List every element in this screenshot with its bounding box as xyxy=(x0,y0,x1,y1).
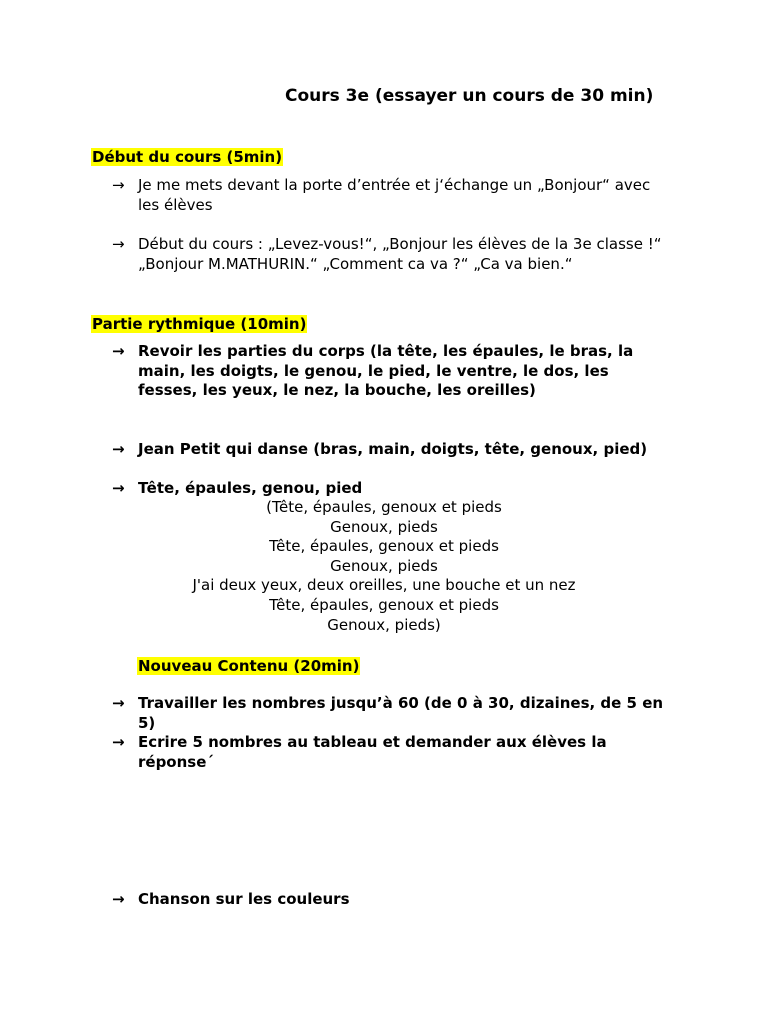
song-line: (Tête, épaules, genoux et pieds xyxy=(266,498,502,516)
arrow-icon: → xyxy=(112,479,125,497)
section-heading-nouveau-contenu xyxy=(137,656,360,675)
list-item-text: Je me mets devant la porte d’entrée et j‘échange un „Bonjour“ avec les élèves xyxy=(138,176,651,214)
list-item xyxy=(112,440,672,460)
song-line: Genoux, pieds) xyxy=(327,615,441,634)
list-item-text: Tête, épaules, genou, pied xyxy=(138,479,363,497)
list-item-text: Chanson sur les couleurs xyxy=(138,890,350,908)
list-item xyxy=(112,176,672,215)
section-heading-debut xyxy=(91,147,283,166)
arrow-icon: → xyxy=(112,733,125,751)
list-item xyxy=(112,733,672,772)
song-line: Tête, épaules, genoux et pieds xyxy=(269,537,499,556)
list-item xyxy=(112,694,672,733)
document-title: Cours 3e (essayer un cours de 30 min) xyxy=(285,86,654,106)
list-item-text: Revoir les parties du corps (la tête, les épaules, le bras, la main, les doigts, le genou, le pied, le ventre, le dos, les fesses, les yeux, le nez, la bouche, les oreilles) xyxy=(138,342,634,400)
list-item xyxy=(112,235,672,274)
song-line: J'ai deux yeux, deux oreilles, une bouche et un nez xyxy=(192,576,576,595)
song-line: Tête, épaules, genoux et pieds xyxy=(269,595,499,614)
song-line: Genoux, pieds xyxy=(330,556,438,575)
list-item-text: Travailler les nombres jusqu’à 60 (de 0 à 30, dizaines, de 5 en 5) xyxy=(138,694,664,732)
list-item-text: Jean Petit qui danse (bras, main, doigts, tête, genoux, pied) xyxy=(138,440,648,458)
song-lyrics xyxy=(0,498,768,635)
arrow-icon: → xyxy=(112,694,125,712)
arrow-icon: → xyxy=(112,890,125,908)
section-heading-rythmique xyxy=(91,314,307,333)
arrow-icon: → xyxy=(112,440,125,458)
arrow-icon: → xyxy=(112,176,125,194)
song-line: Genoux, pieds xyxy=(330,517,438,536)
list-item xyxy=(112,890,672,910)
highlighted-heading: Début du cours (5min) xyxy=(92,148,283,166)
arrow-icon: → xyxy=(112,235,125,253)
list-item-text: Ecrire 5 nombres au tableau et demander aux élèves la réponse´ xyxy=(138,733,607,771)
highlighted-heading: Partie rythmique (10min) xyxy=(92,315,307,333)
highlighted-heading: Nouveau Contenu (20min) xyxy=(138,657,360,675)
arrow-icon: → xyxy=(112,342,125,360)
list-item xyxy=(112,479,672,499)
list-item-text: Début du cours : „Levez-vous!“, „Bonjour les élèves de la 3e classe !“ „Bonjour M.MATHURIN.“ „Comment ca va ?“ „Ca va bien.“ xyxy=(138,235,662,273)
list-item xyxy=(112,342,672,401)
